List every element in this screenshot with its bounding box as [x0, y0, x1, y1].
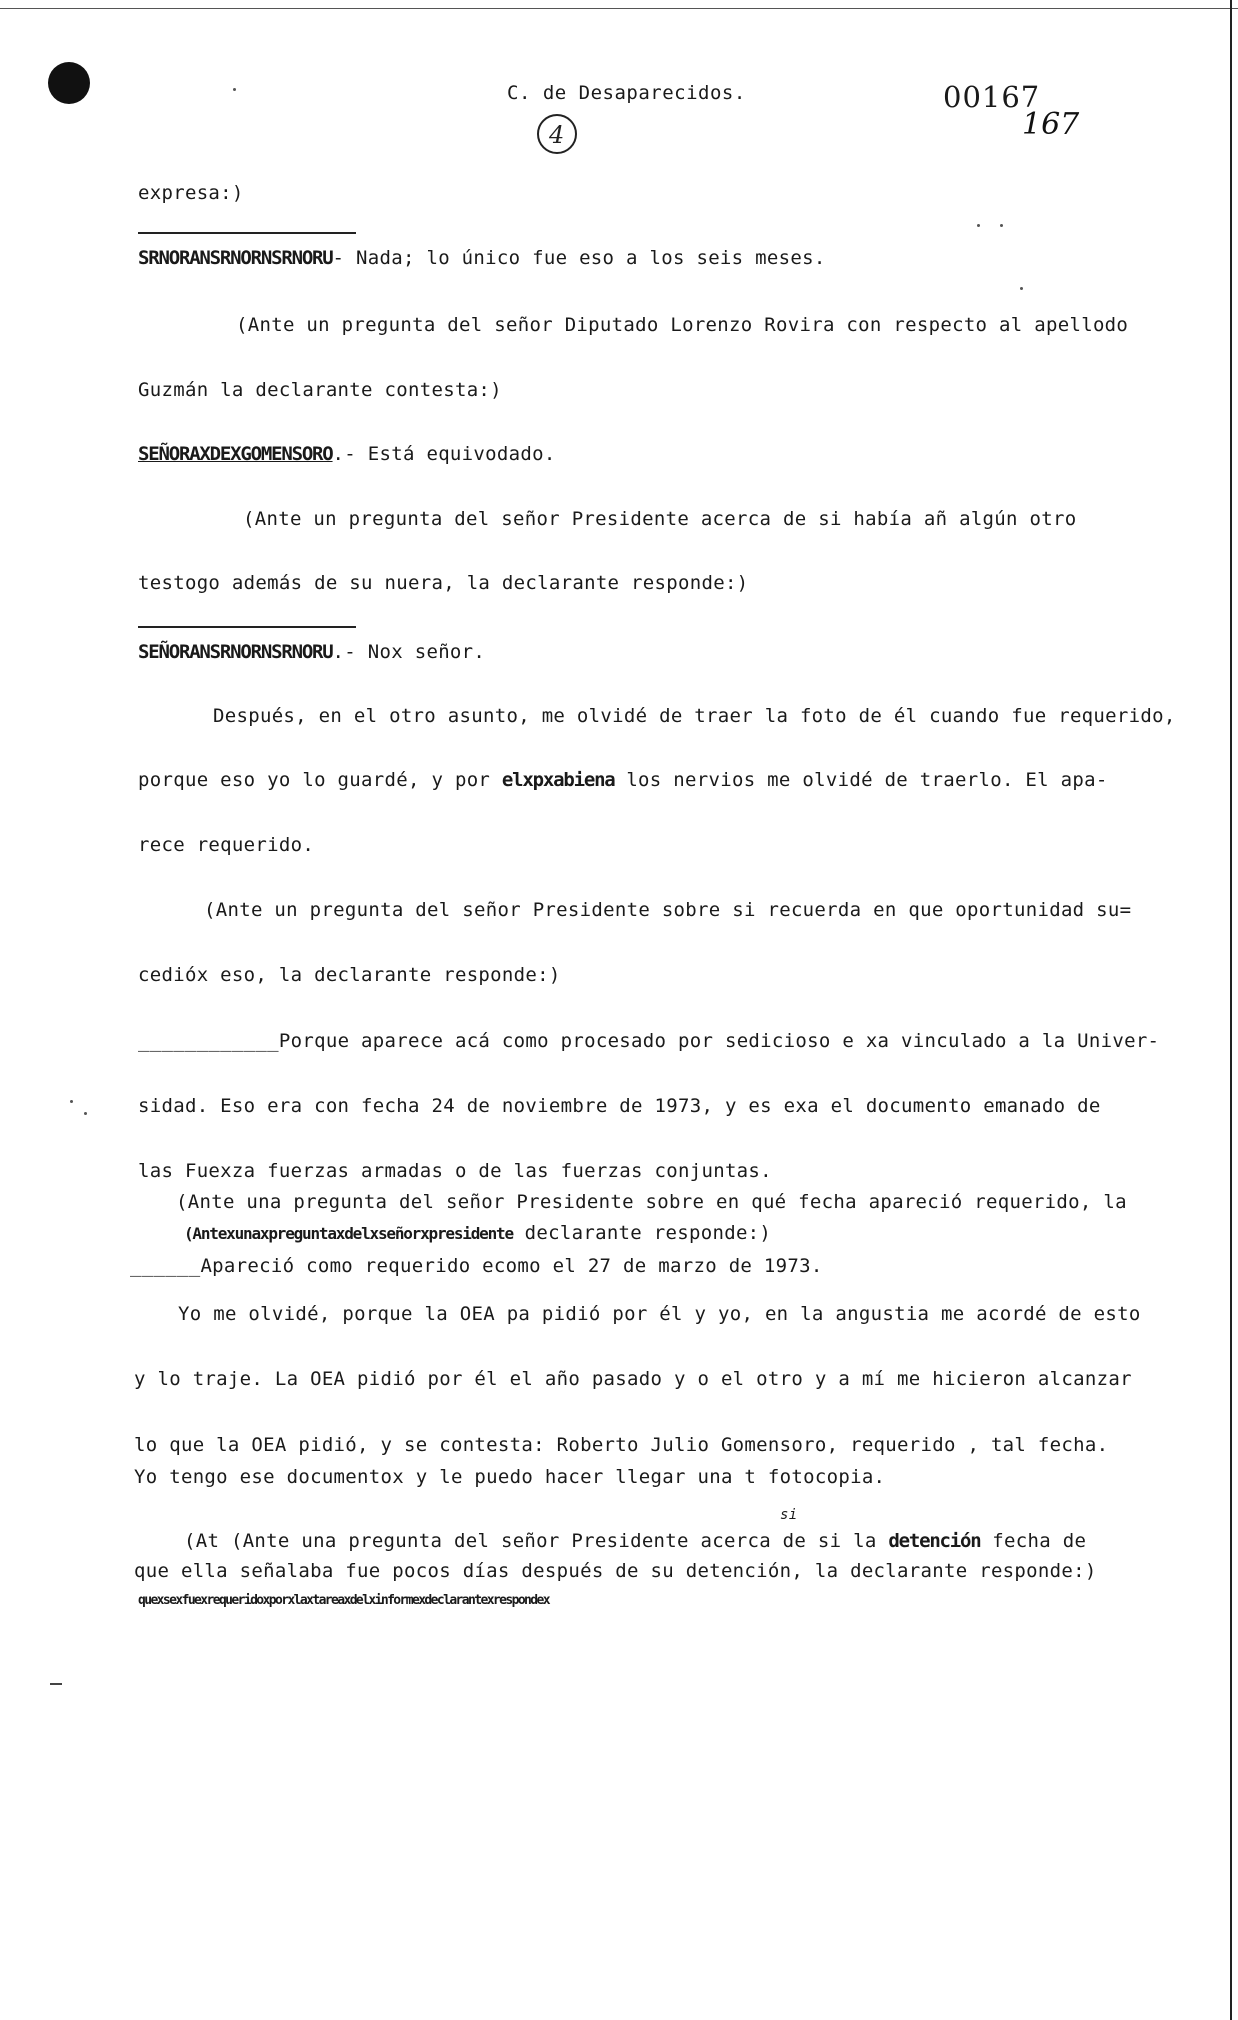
speck — [977, 224, 980, 227]
handwritten-insert: si — [780, 1507, 798, 1523]
underline-rule — [138, 626, 356, 628]
header-title: C. de Desaparecidos. — [507, 82, 746, 104]
text-line-8 — [138, 641, 485, 663]
answer-blank: ____________ — [138, 1030, 279, 1052]
text-line-21: y lo traje. La OEA pidió por él el año pasado y o el otro y a mí me hicieron alcanzar — [134, 1368, 1132, 1390]
handwritten-page-number — [1018, 88, 1093, 158]
text-line-10-b: los nervios me olvidé de traerlo. El apa- — [626, 769, 1108, 791]
text-line-22: lo que la OEA pidió, y se contesta: Roberto Julio Gomensoro, requerido , tal fecha. — [134, 1434, 1109, 1456]
page-right-edge — [1230, 0, 1232, 2020]
margin-mark — [50, 1683, 62, 1685]
text-line-7: testogo además de su nuera, la declarante responde:) — [138, 572, 749, 594]
text-line-14 — [138, 1030, 1159, 1052]
punch-hole — [48, 62, 90, 104]
text-line-5 — [138, 443, 556, 465]
speck — [84, 1112, 87, 1115]
text-line-2-content: - Nada; lo único fue eso a los seis meses. — [332, 247, 826, 269]
struck-speaker: SEÑORAXDEXGOMENSORO — [138, 443, 333, 465]
text-line-3: (Ante un pregunta del señor Diputado Lorenzo Rovira con respecto al apellodo — [236, 314, 1129, 336]
text-line-9: Después, en el otro asunto, me olvidé de traer la foto de él cuando fue requerido, — [213, 705, 1176, 727]
text-line-24 — [184, 1530, 1086, 1552]
text-line-26 — [138, 1593, 549, 1608]
text-line-13: cedióx eso, la declarante responde:) — [138, 964, 561, 986]
text-line-20: Yo me olvidé, porque la OEA pa pidió por él y yo, en la angustia me acordé de esto — [178, 1303, 1141, 1325]
text-line-1: expresa:) — [138, 182, 244, 204]
text-line-10 — [138, 769, 1108, 791]
text-line-8-content: .- Nox señor. — [332, 641, 486, 663]
text-line-5-content: .- Está equivodado. — [332, 443, 556, 465]
struck-speaker: SEÑORANSRNORNSRNORU — [138, 641, 333, 663]
text-line-24-b: fecha de — [992, 1530, 1087, 1552]
struck-phrase: (Antexunaxpreguntaxdelxseñorxpresidente — [184, 1224, 513, 1243]
text-line-19-content: Apareció como requerido ecomo el 27 de marzo de 1973. — [200, 1255, 823, 1277]
answer-blank: ______ — [130, 1255, 201, 1277]
text-line-23: Yo tengo ese documentox y le puedo hacer llegar una t fotocopia. — [134, 1466, 886, 1488]
text-line-14-content: Porque aparece acá como procesado por sedicioso e xa vinculado a la Univer- — [278, 1030, 1160, 1052]
text-line-18 — [184, 1222, 771, 1244]
text-line-24-a: (At (Ante una pregunta del señor Presidente acerca de si la — [184, 1530, 877, 1552]
text-line-10-a: porque eso yo lo guardé, y por — [138, 769, 491, 791]
text-line-4: Guzmán la declarante contesta:) — [138, 379, 502, 401]
text-line-16: las Fuexza fuerzas armadas o de las fuerzas conjuntas. — [138, 1160, 772, 1182]
underline-rule — [138, 232, 356, 234]
text-line-25: que ella señalaba fue pocos días después de su detención, la declarante responde:) — [134, 1560, 1097, 1582]
text-line-18-content: declarante responde:) — [524, 1222, 772, 1244]
text-line-15: sidad. Eso era con fecha 24 de noviembre de 1973, y es exa el documento emanado de — [138, 1095, 1101, 1117]
text-line-6: (Ante un pregunta del señor Presidente acerca de si había añ algún otro — [243, 508, 1077, 530]
circled-number — [533, 110, 581, 158]
svg-text:167: 167 — [1022, 107, 1080, 142]
speck — [233, 88, 236, 91]
speck — [1000, 224, 1003, 227]
svg-text:4: 4 — [549, 121, 565, 149]
text-line-12: (Ante un pregunta del señor Presidente sobre si recuerda en que oportunidad su= — [204, 899, 1132, 921]
speck — [1020, 287, 1023, 290]
struck-speaker: SRNORANSRNORNSRNORU — [138, 247, 333, 269]
speck — [70, 1100, 73, 1103]
text-line-17: (Ante una pregunta del señor Presidente sobre en qué fecha apareció requerido, la — [176, 1191, 1127, 1213]
struck-word: detención — [888, 1530, 981, 1552]
text-line-11: rece requerido. — [138, 834, 315, 856]
struck-word: elxpxabiena — [501, 769, 615, 791]
struck-line: quexsexfuexrequeridoxporxlaxtareaxdelxinformexdeclarantexrespondex — [138, 1593, 549, 1608]
page-top-edge — [0, 8, 1238, 9]
text-line-19 — [130, 1255, 823, 1277]
page-number-stamp: 00167 — [943, 80, 1041, 114]
text-line-2 — [138, 247, 826, 269]
